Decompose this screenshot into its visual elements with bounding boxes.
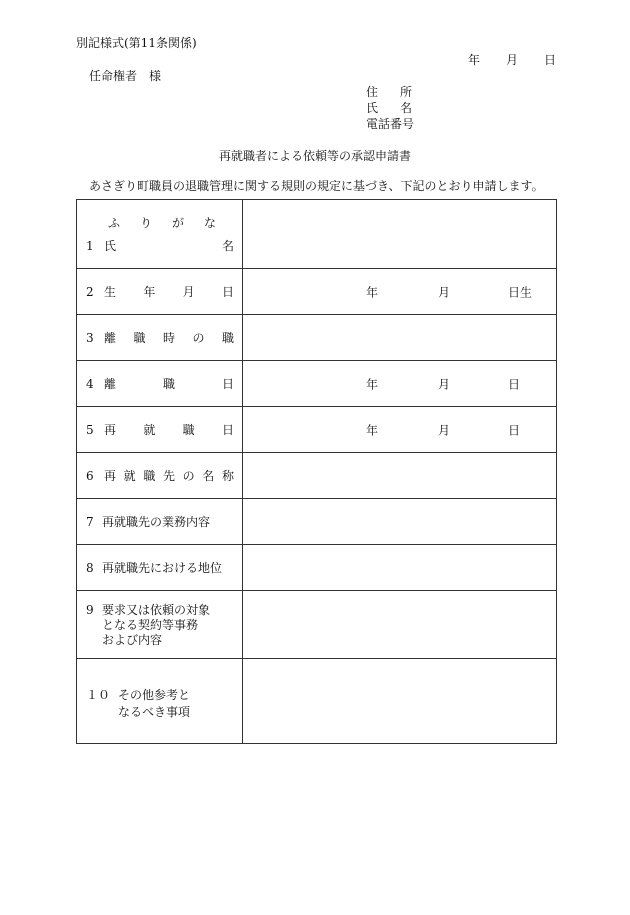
- address-char-1: 住: [366, 85, 379, 99]
- table-row: [77, 200, 557, 269]
- row-label-name: ふ り が な 1 氏 名: [77, 200, 243, 269]
- row-label-position-at-retirement: 3 離 職 時 の 職: [77, 315, 243, 361]
- table-row: [77, 453, 557, 499]
- other-notes-field[interactable]: [243, 659, 557, 744]
- date-month-label: 月: [505, 53, 518, 67]
- reemployment-date-field[interactable]: 年 月 日: [243, 407, 557, 453]
- furigana-label: ふ り が な: [108, 216, 216, 230]
- table-row: [77, 315, 557, 361]
- row-label-request-subject: 9 要求又は依頼の対象 となる契約等事務 および内容: [77, 591, 243, 659]
- table-row: [77, 407, 557, 453]
- row-label-employer-name: 6 再 就 職 先 の 名 称: [77, 453, 243, 499]
- name-char-2: 名: [399, 101, 412, 115]
- row-label-birthdate: 2 生 年 月 日: [77, 269, 243, 315]
- name-char-1: 氏: [366, 101, 379, 115]
- table-row: [77, 269, 557, 315]
- table-row: [77, 545, 557, 591]
- row-label-employer-business: 7 再就職先の業務内容: [77, 499, 243, 545]
- table-row: [77, 499, 557, 545]
- applicant-address-label: [366, 83, 412, 100]
- date-year-label: 年: [468, 53, 481, 67]
- request-subject-field[interactable]: [243, 591, 557, 659]
- application-form-table: [76, 199, 557, 744]
- employer-business-field[interactable]: [243, 499, 557, 545]
- retirement-date-field[interactable]: 年 月 日: [243, 361, 557, 407]
- row-label-reemployment-date: 5 再 就 職 日: [77, 407, 243, 453]
- address-char-2: 所: [399, 85, 412, 99]
- row-label-retirement-date: 4 離 職 日: [77, 361, 243, 407]
- applicant-phone-label: 電話番号: [366, 117, 415, 131]
- position-at-retirement-field[interactable]: [243, 315, 557, 361]
- table-row: [77, 659, 557, 744]
- date-day-label: 日: [543, 53, 556, 67]
- table-row: [77, 591, 557, 659]
- birthdate-field[interactable]: 年 月 日生: [243, 269, 557, 315]
- form-reference: 別記様式(第11条関係): [76, 36, 197, 50]
- row-label-other-notes: １０ その他参考と なるべき事項: [77, 659, 243, 744]
- employer-position-field[interactable]: [243, 545, 557, 591]
- addressee: 任命権者 様: [89, 69, 162, 83]
- date-line: [468, 51, 556, 68]
- intro-text: あさぎり町職員の退職管理に関する規則の規定に基づき、下記のとおり申請します。: [89, 179, 544, 193]
- row-label-employer-position: 8 再就職先における地位: [77, 545, 243, 591]
- name-field[interactable]: [243, 200, 557, 269]
- applicant-name-label: [366, 99, 412, 116]
- table-row: [77, 361, 557, 407]
- document-title: 再就職者による依頼等の承認申請書: [218, 149, 411, 163]
- employer-name-field[interactable]: [243, 453, 557, 499]
- row-number: 1: [86, 238, 94, 253]
